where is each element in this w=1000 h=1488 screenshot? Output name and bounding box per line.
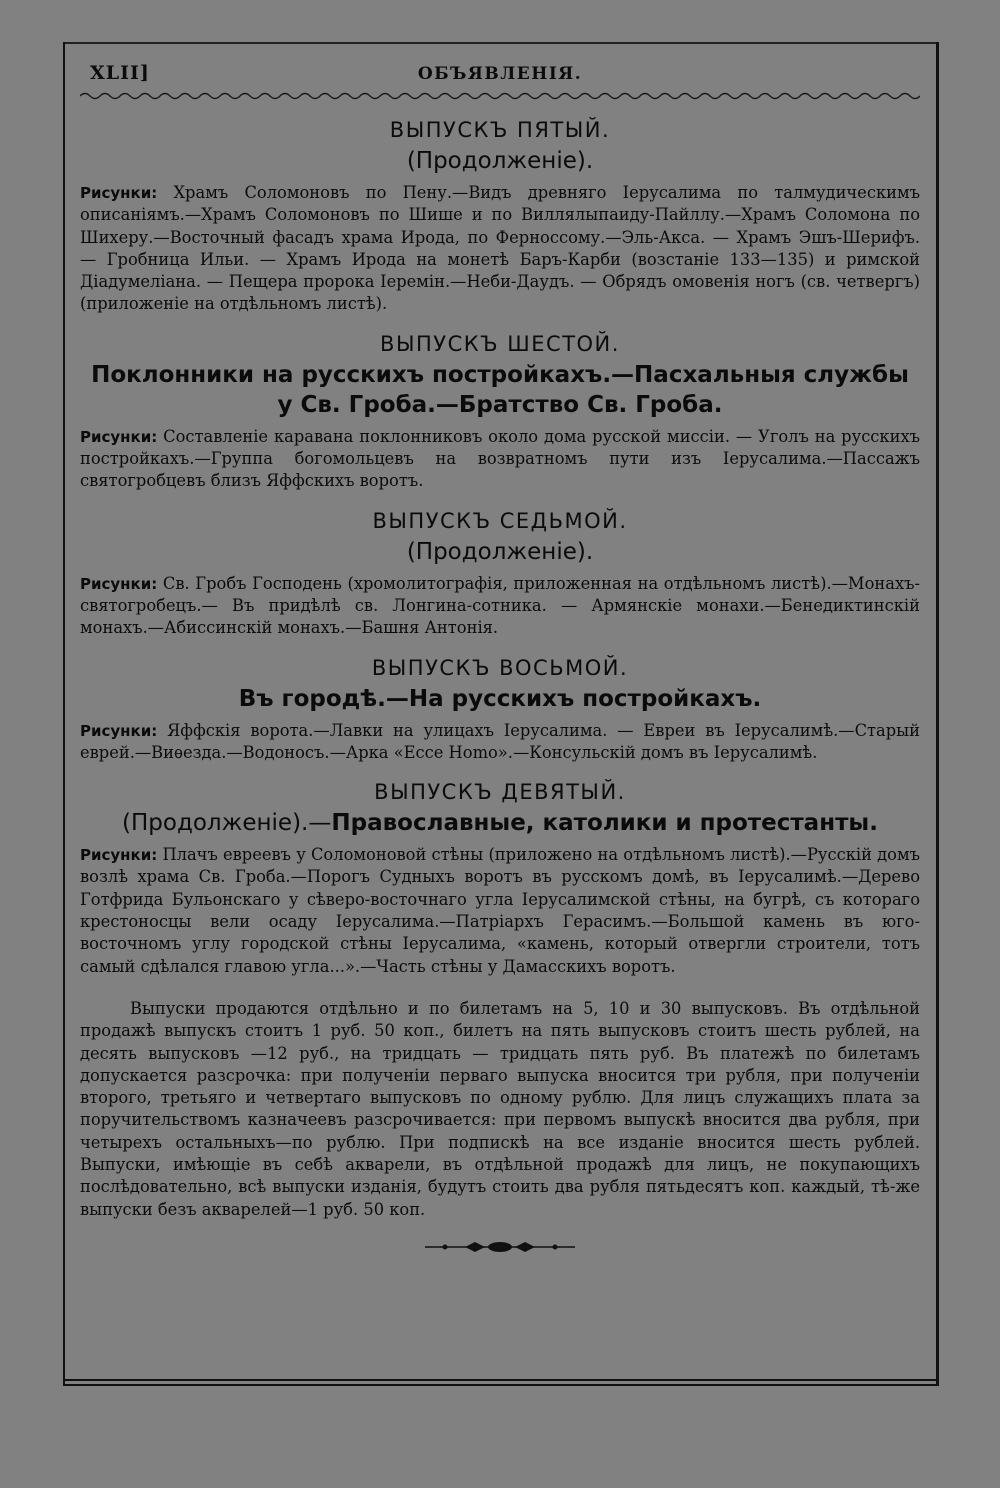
illustrations-label: Рисунки:: [80, 184, 158, 202]
issue-section-9: [80, 780, 920, 978]
issue-subtitle: [80, 808, 920, 838]
ornament-divider: [425, 1239, 575, 1255]
issue-heading: ВЫПУСКЪ СЕДЬМОЙ.: [372, 508, 628, 533]
illustrations-label: Рисунки:: [80, 427, 158, 446]
issue-heading: ВЫПУСКЪ ПЯТЫЙ.: [389, 118, 611, 142]
running-head: [80, 58, 920, 94]
issue-subtitle: Поклонники на русскихъ постройкахъ.—Пасхальныя службы у Св. Гроба.—Братство Св. Гроба.: [91, 361, 909, 418]
illustrations-list: [80, 426, 920, 493]
frame-bottom-rule-double: [63, 1384, 939, 1386]
illustrations-list: [80, 182, 920, 316]
frame-bottom-rule: [63, 1379, 939, 1381]
issue-subtitle: Въ городѣ.—На русскихъ постройкахъ.: [238, 685, 762, 712]
illustrations-text: Составленіе каравана поклонниковъ около дома русской миссіи. — Уголъ на русскихъ постройкахъ.—Группа богомольцевъ на возвратномъ пути изъ Іерусалима.—Пассажъ святогробцевъ близъ Яффскихъ воротъ.: [80, 426, 920, 491]
illustrations-list: [80, 573, 920, 640]
page-title: ОБЪЯВЛЕНІЯ.: [417, 64, 583, 84]
illustrations-list: [80, 844, 920, 978]
issue-heading: ВЫПУСКЪ ДЕВЯТЫЙ.: [374, 780, 626, 805]
issue-subtitle: (Продолженіе).: [406, 148, 594, 174]
issue-section-8: [80, 656, 920, 765]
page-number: XLII]: [90, 62, 150, 84]
illustrations-label: Рисунки:: [80, 574, 158, 593]
illustrations-text: Яффскія ворота.—Лавки на улицахъ Іерусалима. — Евреи въ Іерусалимѣ.—Старый еврей.—Виѳезда.—Водоносъ.—Арка «Ecce Homo».—Консульскій домъ въ Іерусалимѣ.: [80, 720, 920, 762]
issue-subtitle-plain: (Продолженіе).—: [122, 810, 332, 837]
frame-left-rule: [63, 42, 65, 1386]
illustrations-text: Храмъ Соломоновъ по Пену.—Видъ древняго Іерусалима по талмудическимъ описаніямъ.—Храмъ Соломоновъ по Шише и по Виллялыпаиду-Пайллу.—Храмъ Соломона по Шихеру.—Восточный фасадъ храма Ирода, по Ферноссому.—Эль-Акса. — Храмъ Эшъ-Шерифъ. — Гробница Ильи. — Храмъ Ирода на монетѣ Баръ-Карби (возстаніе 133—135) и римской Діадумеліана. — Пещера пророка Іеремін.—Неби-Даудъ. — Обрядъ омовенія ногъ (св. четвергъ) (приложеніе на отдѣльномъ листѣ).: [80, 183, 920, 314]
issue-subtitle: (Продолженіе).: [406, 538, 594, 565]
pricing-notice: Выпуски продаются отдѣльно и по билетамъ на 5, 10 и 30 выпусковъ. Въ отдѣльной продажѣ выпускъ стоитъ 1 руб. 50 коп., билетъ на пять выпусковъ стоитъ шесть рублей, на десять выпусковъ —12 руб., на тридцать — тридцать пять руб. Въ платежѣ по билетамъ допускается разсрочка: при полученіи перваго выпуска вносится три рубля, при полученіи второго, третьяго и четвертаго выпусковъ по одному рублю. Для лицъ служащихъ плата за поручительствомъ казначеевъ разсрочивается: при первомъ выпускѣ вносится два рубля, при четырехъ остальныхъ—по рублю. При подпискѣ на все изданіе вносится шесть рублей. Выпуски, имѣющіе въ себѣ акварели, въ отдѣльной продажѣ для лицъ, не покупающихъ послѣдовательно, всѣ выпуски изданія, будутъ стоить два рубля пятьдесятъ коп. каждый, тѣ-же выпуски безъ акварелей—1 руб. 50 коп.: [80, 998, 920, 1219]
illustrations-text: Св. Гробъ Господень (хромолитографія, приложенная на отдѣльномъ листѣ).—Монахъ-святогробецъ.— Въ придѣлѣ св. Лонгина-сотника. — Армянскіе монахи.—Бенедиктинскій монахъ.—Абиссинскій монахъ.—Башня Антонія.: [80, 573, 920, 638]
frame-top-rule: [63, 42, 939, 44]
issue-section-6: [80, 332, 920, 493]
issue-subtitle-bold: Православные, католики и протестанты.: [331, 810, 878, 837]
illustrations-label: Рисунки:: [80, 721, 158, 740]
issue-section-7: [80, 509, 920, 640]
frame-right-rule: [936, 42, 939, 1386]
illustrations-label: Рисунки:: [80, 846, 158, 865]
illustrations-list: [80, 720, 920, 765]
issue-heading: ВЫПУСКЪ ШЕСТОЙ.: [380, 331, 620, 356]
issue-section-5: [80, 118, 920, 316]
page-content: [80, 58, 920, 1255]
issue-heading: ВЫПУСКЪ ВОСЬМОЙ.: [371, 655, 629, 680]
illustrations-text: Плачъ евреевъ у Соломоновой стѣны (приложено на отдѣльномъ листѣ).—Русскій домъ возлѣ храма Св. Гроба.—Порогъ Судныхъ воротъ въ русскомъ домѣ, въ Іерусалимѣ.—Дерево Готфрида Бульонскаго у сѣверо-восточнаго угла Іерусалимской стѣны, на бугрѣ, съ котораго крестоносцы вели осаду Іерусалима.—Патріархъ Герасимъ.—Большой камень въ юго-восточномъ углу городской стѣны Іерусалима, «камень, который отвергли строители, тотъ самый сдѣлался главою угла...».—Часть стѣны у Дамасскихъ воротъ.: [80, 845, 920, 976]
